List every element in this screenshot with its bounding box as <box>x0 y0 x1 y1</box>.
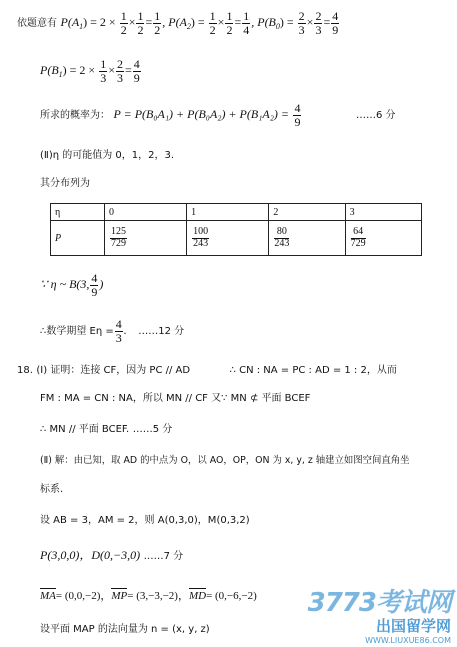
line-binomial: ∵ η ~ B(3, $\frac{4}{9}$ ) <box>40 271 104 299</box>
fraction: $\frac{1}{4}$ <box>243 9 250 37</box>
score-marker: ……7 分 <box>143 551 184 562</box>
fraction: $\frac{1}{3}$ <box>100 57 107 85</box>
score-marker: ……12 分 <box>138 325 185 337</box>
score-marker: ……6 分 <box>355 109 396 121</box>
fraction: $\frac{1}{2}$ <box>137 9 144 37</box>
sub: 1 <box>79 21 84 31</box>
line-probability-b1: $P(B_1) = 2$ × $\frac{1}{3}$ × $\frac{2}{3}$ = $\frac{4}{9}$ <box>40 57 140 85</box>
line-expectation: ∴数学期望 Eη = $\frac{4}{3}$ . ……12 分 <box>40 317 185 345</box>
text: 依题意有 <box>17 17 57 29</box>
question-number: 18. <box>17 365 33 376</box>
q18-line-1: 18. (Ⅰ) 证明：连接 CF，因为 PC // AD ∴ CN : NA = PC : AD = 1 : 2，从而 <box>17 365 397 376</box>
fraction: $\frac{1}{2}$ <box>226 9 233 37</box>
q18-line-6: 设 AB = 3，AM = 2，则 A(0,3,0)，M(0,3,2) <box>40 515 250 526</box>
vector-mp: MP <box>111 590 128 602</box>
fraction: $\frac{4}{3}$ <box>115 317 122 345</box>
q18-line-7: P(3,0,0)，D(0,−3,0) ……7 分 <box>40 548 184 562</box>
fraction: $\frac{4}{9}$ <box>294 101 301 129</box>
fraction: $\frac{2}{3}$ <box>315 9 322 37</box>
distribution-label: 其分布列为 <box>40 178 90 189</box>
math: P = P(B₀A₁) + P(B₀A₂) + P(B₁A₂) = <box>113 106 289 121</box>
watermark-logo <box>308 582 451 645</box>
table-cell: P <box>51 221 105 256</box>
math: P(A <box>60 14 80 29</box>
q18-line-4: (Ⅱ) 解：由已知，取 AD 的中点为 O，以 AO，OP，ON 为 x, y, z 轴建立如图空间直角坐 <box>40 455 410 466</box>
score-marker: ……5 分 <box>132 424 173 435</box>
table-cell: $\frac{80}{243}$ <box>269 221 345 256</box>
watermark-line: WWW.LIUXUE86.COM <box>365 636 451 645</box>
table-cell: 3 <box>345 204 421 221</box>
table-cell: 0 <box>105 204 187 221</box>
watermark-line: 3773考试网 <box>307 588 451 618</box>
part-2-heading: (Ⅱ)η 的可能值为 0，1，2，3. <box>40 150 175 161</box>
table-cell: $\frac{100}{243}$ <box>187 221 269 256</box>
table-cell: η <box>51 204 105 221</box>
vector-md: MD <box>188 590 207 602</box>
fraction: $\frac{1}{2}$ <box>120 9 127 37</box>
table-cell: $\frac{125}{729}$ <box>105 221 187 256</box>
watermark-line: 出国留学网 <box>375 617 451 635</box>
table-cell: 1 <box>187 204 269 221</box>
fraction: $\frac{2}{3}$ <box>116 57 123 85</box>
vector-ma: MA <box>40 590 56 602</box>
q18-line-2: FM : MA = CN : NA，所以 MN // CF 又∵ MN ⊄ 平面 BCEF <box>40 393 311 404</box>
line-total-probability <box>40 102 396 128</box>
table-cell: 2 <box>269 204 345 221</box>
line-probabilities-a: 依题意有 $P(A_1) = 2$ × $\frac{1}{2}$ × $\frac{1}{2}$ = $\frac{1}{2}$ , $P(A_2)$ = $\frac{1}{2}$ × $\frac{1}{2}$ = $\frac{1}{4}$ , $P(B_0)$ = $\frac{2}{3}$ × $\frac{2}{3}$ = $\frac{4}{9}$ <box>17 9 339 37</box>
text: 所求的概率为： <box>40 109 110 121</box>
fraction: $\frac{1}{2}$ <box>209 9 216 37</box>
q18-normal-vector: 设平面 MAP 的法向量为 n = (x, y, z) <box>40 624 210 635</box>
q18-vectors: MA= (0,0,−2)，MP= (3,−3,−2)，MD= (0,−6,−2) <box>40 590 257 602</box>
fraction: $\frac{4}{9}$ <box>91 271 98 299</box>
math: ) = 2 × <box>83 14 116 29</box>
distribution-table <box>50 203 422 256</box>
fraction: $\frac{2}{3}$ <box>298 9 305 37</box>
fraction: $\frac{4}{9}$ <box>133 57 140 85</box>
fraction: $\frac{4}{9}$ <box>332 9 339 37</box>
q18-line-5: 标系. <box>40 484 64 495</box>
math: P(B <box>40 62 59 77</box>
table-cell: $\frac{64}{729}$ <box>345 221 421 256</box>
q18-line-3: ∴ MN // 平面 BCEF. ……5 分 <box>40 424 173 435</box>
table-row <box>51 204 422 221</box>
table-row <box>51 221 422 256</box>
fraction: $\frac{1}{2}$ <box>154 9 161 37</box>
